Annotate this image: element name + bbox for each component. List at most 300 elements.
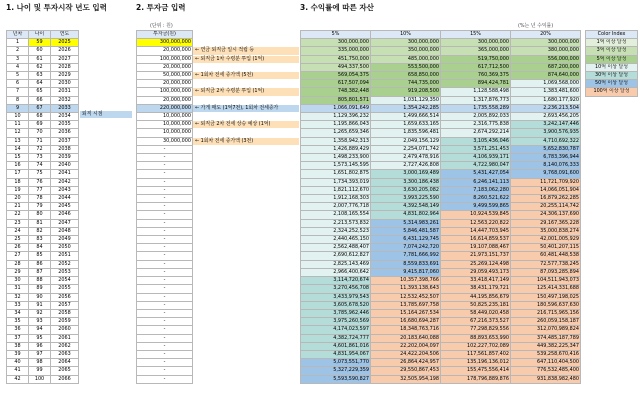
asset-value-cell[interactable]: 29,167,365,228 (511, 219, 581, 227)
age-cell[interactable]: 89 (29, 285, 51, 293)
age-cell[interactable]: 95 (29, 334, 51, 342)
asset-value-cell[interactable]: 117,561,857,402 (441, 350, 511, 358)
asset-value-cell[interactable]: 2,236,213,504 (511, 104, 581, 112)
asset-value-cell[interactable]: 4,710,692,322 (511, 137, 581, 145)
year-no-cell[interactable]: 28 (7, 260, 29, 268)
year-cell[interactable]: 2034 (51, 113, 79, 121)
age-cell[interactable]: 71 (29, 137, 51, 145)
asset-value-cell[interactable]: 5,314,983,261 (371, 219, 441, 227)
asset-value-cell[interactable]: 539,258,670,416 (511, 350, 581, 358)
year-cell[interactable]: 2066 (51, 375, 79, 383)
asset-value-cell[interactable]: 155,475,556,414 (441, 367, 511, 375)
year-no-cell[interactable]: 3 (7, 55, 29, 63)
age-cell[interactable]: 79 (29, 203, 51, 211)
investment-cell[interactable]: - (137, 359, 193, 367)
age-cell[interactable]: 59 (29, 39, 51, 47)
year-cell[interactable]: 2059 (51, 318, 79, 326)
asset-value-cell[interactable]: 1,659,633,165 (371, 121, 441, 129)
asset-value-cell[interactable]: 67,216,373,527 (441, 318, 511, 326)
asset-value-cell[interactable]: 20,183,640,088 (371, 334, 441, 342)
year-no-cell[interactable]: 40 (7, 359, 29, 367)
year-no-cell[interactable]: 26 (7, 244, 29, 252)
age-cell[interactable]: 96 (29, 342, 51, 350)
year-cell[interactable]: 2060 (51, 326, 79, 334)
investment-cell[interactable]: 30,000,000 (137, 137, 193, 145)
year-no-cell[interactable]: 5 (7, 72, 29, 80)
asset-value-cell[interactable]: 18,348,763,716 (371, 326, 441, 334)
asset-value-cell[interactable]: 5,652,830,787 (511, 145, 581, 153)
asset-value-cell[interactable]: 19,107,088,467 (441, 244, 511, 252)
asset-value-cell[interactable]: 8,140,076,333 (511, 162, 581, 170)
asset-value-cell[interactable]: 300,000,000 (301, 39, 371, 47)
asset-value-cell[interactable]: 260,059,158,187 (511, 318, 581, 326)
year-cell[interactable]: 2065 (51, 367, 79, 375)
investment-cell[interactable]: - (137, 227, 193, 235)
year-no-cell[interactable]: 38 (7, 342, 29, 350)
asset-value-cell[interactable]: 3,605,678,520 (301, 301, 371, 309)
asset-value-cell[interactable]: 374,485,187,789 (511, 334, 581, 342)
asset-value-cell[interactable]: 874,640,000 (511, 72, 581, 80)
asset-value-cell[interactable]: 5,593,590,827 (301, 375, 371, 383)
age-cell[interactable]: 75 (29, 170, 51, 178)
age-cell[interactable]: 83 (29, 236, 51, 244)
asset-value-cell[interactable]: 24,422,204,506 (371, 350, 441, 358)
investment-cell[interactable]: - (137, 342, 193, 350)
asset-value-cell[interactable]: 1,317,876,773 (441, 96, 511, 104)
age-cell[interactable]: 91 (29, 301, 51, 309)
year-cell[interactable]: 2035 (51, 121, 79, 129)
asset-value-cell[interactable]: 87,093,285,894 (511, 268, 581, 276)
investment-cell[interactable]: 220,000,000 (137, 104, 193, 112)
asset-value-cell[interactable]: 4,382,724,777 (301, 334, 371, 342)
year-no-cell[interactable]: 23 (7, 219, 29, 227)
year-cell[interactable]: 2057 (51, 301, 79, 309)
asset-value-cell[interactable]: 32,505,954,198 (371, 375, 441, 383)
age-cell[interactable]: 64 (29, 80, 51, 88)
asset-value-cell[interactable]: 1,426,889,429 (301, 145, 371, 153)
asset-value-cell[interactable]: 150,497,198,025 (511, 293, 581, 301)
asset-value-cell[interactable]: 12,563,220,822 (441, 219, 511, 227)
year-cell[interactable]: 2052 (51, 260, 79, 268)
age-cell[interactable]: 69 (29, 121, 51, 129)
asset-value-cell[interactable]: 687,200,000 (511, 63, 581, 71)
investment-cell[interactable]: 20,000,000 (137, 80, 193, 88)
investment-cell[interactable]: - (137, 195, 193, 203)
investment-cell[interactable]: - (137, 277, 193, 285)
asset-value-cell[interactable]: 3,114,720,674 (301, 277, 371, 285)
asset-value-cell[interactable]: 125,414,331,688 (511, 285, 581, 293)
investment-cell[interactable]: - (137, 178, 193, 186)
asset-value-cell[interactable]: 1,734,393,019 (301, 178, 371, 186)
asset-value-cell[interactable]: 60,481,448,538 (511, 252, 581, 260)
investment-cell[interactable]: - (137, 293, 193, 301)
asset-value-cell[interactable]: 77,298,829,556 (441, 326, 511, 334)
asset-value-cell[interactable]: 776,532,485,400 (511, 367, 581, 375)
asset-value-cell[interactable]: 26,864,424,957 (371, 359, 441, 367)
year-no-cell[interactable]: 37 (7, 334, 29, 342)
asset-value-cell[interactable]: 1,031,129,350 (371, 96, 441, 104)
asset-value-cell[interactable]: 3,785,962,446 (301, 309, 371, 317)
asset-value-cell[interactable]: 72,577,738,245 (511, 260, 581, 268)
asset-value-cell[interactable]: 1,069,568,000 (511, 80, 581, 88)
year-cell[interactable]: 2031 (51, 88, 79, 96)
age-cell[interactable]: 88 (29, 277, 51, 285)
asset-value-cell[interactable]: 7,781,666,992 (371, 252, 441, 260)
year-no-cell[interactable]: 2 (7, 47, 29, 55)
year-no-cell[interactable]: 15 (7, 154, 29, 162)
asset-value-cell[interactable]: 29,550,867,453 (371, 367, 441, 375)
asset-value-cell[interactable]: 2,213,573,832 (301, 219, 371, 227)
age-cell[interactable]: 74 (29, 162, 51, 170)
investment-cell[interactable]: 20,000,000 (137, 47, 193, 55)
age-cell[interactable]: 100 (29, 375, 51, 383)
year-cell[interactable]: 2032 (51, 96, 79, 104)
year-cell[interactable]: 2055 (51, 285, 79, 293)
year-cell[interactable]: 2026 (51, 47, 79, 55)
investment-cell[interactable]: - (137, 301, 193, 309)
asset-value-cell[interactable]: 25,269,124,498 (441, 260, 511, 268)
year-cell[interactable]: 2058 (51, 309, 79, 317)
asset-value-cell[interactable]: 3,433,979,543 (301, 293, 371, 301)
investment-cell[interactable]: 10,000,000 (137, 113, 193, 121)
asset-value-cell[interactable]: 50,401,207,115 (511, 244, 581, 252)
asset-value-cell[interactable]: 617,712,500 (441, 63, 511, 71)
asset-value-cell[interactable]: 3,300,186,438 (371, 178, 441, 186)
year-no-cell[interactable]: 34 (7, 309, 29, 317)
year-no-cell[interactable]: 27 (7, 252, 29, 260)
asset-value-cell[interactable]: 3,975,260,569 (301, 318, 371, 326)
asset-value-cell[interactable]: 1,821,112,670 (301, 186, 371, 194)
asset-value-cell[interactable]: 312,070,989,824 (511, 326, 581, 334)
age-cell[interactable]: 76 (29, 178, 51, 186)
age-cell[interactable]: 94 (29, 326, 51, 334)
age-cell[interactable]: 92 (29, 309, 51, 317)
asset-value-cell[interactable]: 3,630,205,082 (371, 186, 441, 194)
year-cell[interactable]: 2062 (51, 342, 79, 350)
asset-value-cell[interactable]: 4,831,802,964 (371, 211, 441, 219)
investment-cell[interactable]: 20,000,000 (137, 96, 193, 104)
investment-cell[interactable]: - (137, 170, 193, 178)
asset-value-cell[interactable]: 4,106,939,171 (441, 154, 511, 162)
asset-value-cell[interactable]: 16,879,262,285 (511, 195, 581, 203)
asset-value-cell[interactable]: 2,690,612,827 (301, 252, 371, 260)
investment-cell[interactable]: - (137, 186, 193, 194)
age-cell[interactable]: 93 (29, 318, 51, 326)
asset-value-cell[interactable]: 3,105,436,046 (441, 137, 511, 145)
asset-value-cell[interactable]: 647,110,404,500 (511, 359, 581, 367)
year-no-cell[interactable]: 13 (7, 137, 29, 145)
asset-value-cell[interactable]: 748,382,448 (301, 88, 371, 96)
investment-cell[interactable]: - (137, 162, 193, 170)
asset-value-cell[interactable]: 104,511,943,073 (511, 277, 581, 285)
asset-value-cell[interactable]: 380,000,000 (511, 47, 581, 55)
asset-value-cell[interactable]: 3,571,251,453 (441, 145, 511, 153)
asset-value-cell[interactable]: 931,838,982,480 (511, 375, 581, 383)
investment-cell[interactable]: - (137, 236, 193, 244)
asset-value-cell[interactable]: 485,000,000 (371, 55, 441, 63)
year-cell[interactable]: 2029 (51, 72, 79, 80)
year-no-cell[interactable]: 25 (7, 236, 29, 244)
investment-cell[interactable]: - (137, 252, 193, 260)
asset-value-cell[interactable]: 1,358,942,313 (301, 137, 371, 145)
year-no-cell[interactable]: 4 (7, 63, 29, 71)
asset-value-cell[interactable]: 4,722,980,047 (441, 162, 511, 170)
age-cell[interactable]: 97 (29, 350, 51, 358)
year-cell[interactable]: 2037 (51, 137, 79, 145)
age-cell[interactable]: 81 (29, 219, 51, 227)
asset-value-cell[interactable]: 9,768,091,600 (511, 170, 581, 178)
asset-value-cell[interactable]: 2,108,165,554 (301, 211, 371, 219)
asset-value-cell[interactable]: 29,059,493,173 (441, 268, 511, 276)
asset-value-cell[interactable]: 58,449,020,458 (441, 309, 511, 317)
asset-value-cell[interactable]: 14,066,051,904 (511, 186, 581, 194)
year-cell[interactable]: 2049 (51, 236, 79, 244)
year-no-cell[interactable]: 9 (7, 104, 29, 112)
year-no-cell[interactable]: 24 (7, 227, 29, 235)
asset-value-cell[interactable]: 20,255,114,742 (511, 203, 581, 211)
asset-value-cell[interactable]: 9,499,599,865 (441, 203, 511, 211)
age-cell[interactable]: 78 (29, 195, 51, 203)
asset-value-cell[interactable]: 2,049,156,129 (371, 137, 441, 145)
asset-value-cell[interactable]: 335,000,000 (301, 47, 371, 55)
investment-cell[interactable]: - (137, 154, 193, 162)
age-cell[interactable]: 66 (29, 96, 51, 104)
investment-cell[interactable]: - (137, 203, 193, 211)
year-no-cell[interactable]: 14 (7, 145, 29, 153)
asset-value-cell[interactable]: 3,242,147,446 (511, 121, 581, 129)
year-cell[interactable]: 2048 (51, 227, 79, 235)
asset-value-cell[interactable]: 3,993,225,590 (371, 195, 441, 203)
asset-value-cell[interactable]: 11,721,709,920 (511, 178, 581, 186)
asset-value-cell[interactable]: 658,850,000 (371, 72, 441, 80)
year-cell[interactable]: 2044 (51, 195, 79, 203)
year-no-cell[interactable]: 7 (7, 88, 29, 96)
asset-value-cell[interactable]: 3,900,576,935 (511, 129, 581, 137)
year-cell[interactable]: 2030 (51, 80, 79, 88)
asset-value-cell[interactable]: 5,431,427,054 (441, 170, 511, 178)
asset-value-cell[interactable]: 9,415,817,060 (371, 268, 441, 276)
asset-value-cell[interactable]: 1,835,596,481 (371, 129, 441, 137)
year-no-cell[interactable]: 32 (7, 293, 29, 301)
asset-value-cell[interactable]: 300,000,000 (371, 39, 441, 47)
asset-value-cell[interactable]: 3,270,456,708 (301, 285, 371, 293)
asset-value-cell[interactable]: 178,796,889,876 (441, 375, 511, 383)
asset-value-cell[interactable]: 8,559,833,691 (371, 260, 441, 268)
asset-value-cell[interactable]: 35,000,838,274 (511, 227, 581, 235)
age-cell[interactable]: 68 (29, 113, 51, 121)
age-cell[interactable]: 87 (29, 268, 51, 276)
investment-cell[interactable]: 300,000,000 (137, 39, 193, 47)
age-cell[interactable]: 67 (29, 104, 51, 112)
asset-value-cell[interactable]: 10,924,539,845 (441, 211, 511, 219)
asset-value-cell[interactable]: 1,735,558,289 (441, 104, 511, 112)
age-cell[interactable]: 62 (29, 63, 51, 71)
investment-cell[interactable]: - (137, 268, 193, 276)
year-no-cell[interactable]: 41 (7, 367, 29, 375)
year-cell[interactable]: 2051 (51, 252, 79, 260)
asset-value-cell[interactable]: 451,750,000 (301, 55, 371, 63)
age-cell[interactable]: 72 (29, 145, 51, 153)
asset-value-cell[interactable]: 2,440,465,150 (301, 236, 371, 244)
asset-value-cell[interactable]: 919,208,500 (371, 88, 441, 96)
year-cell[interactable]: 2045 (51, 203, 79, 211)
asset-value-cell[interactable]: 1,498,233,900 (301, 154, 371, 162)
investment-cell[interactable]: - (137, 244, 193, 252)
investment-cell[interactable]: - (137, 350, 193, 358)
year-cell[interactable]: 2036 (51, 129, 79, 137)
asset-value-cell[interactable]: 102,227,702,089 (441, 342, 511, 350)
year-no-cell[interactable]: 36 (7, 326, 29, 334)
asset-value-cell[interactable]: 10,357,398,766 (371, 277, 441, 285)
asset-value-cell[interactable]: 1,680,177,920 (511, 96, 581, 104)
year-cell[interactable]: 2053 (51, 268, 79, 276)
investment-cell[interactable]: 100,000,000 (137, 88, 193, 96)
age-cell[interactable]: 80 (29, 211, 51, 219)
year-no-cell[interactable]: 35 (7, 318, 29, 326)
year-cell[interactable]: 2050 (51, 244, 79, 252)
age-cell[interactable]: 77 (29, 186, 51, 194)
age-cell[interactable]: 60 (29, 47, 51, 55)
asset-value-cell[interactable]: 1,651,802,875 (301, 170, 371, 178)
asset-value-cell[interactable]: 15,164,267,534 (371, 309, 441, 317)
asset-value-cell[interactable]: 4,601,861,016 (301, 342, 371, 350)
asset-value-cell[interactable]: 894,424,781 (441, 80, 511, 88)
asset-value-cell[interactable]: 4,392,548,149 (371, 203, 441, 211)
age-cell[interactable]: 63 (29, 72, 51, 80)
year-no-cell[interactable]: 16 (7, 162, 29, 170)
investment-cell[interactable]: - (137, 309, 193, 317)
asset-value-cell[interactable]: 2,324,252,523 (301, 227, 371, 235)
year-cell[interactable]: 2064 (51, 359, 79, 367)
age-cell[interactable]: 73 (29, 154, 51, 162)
asset-value-cell[interactable]: 38,431,179,721 (441, 285, 511, 293)
investment-cell[interactable]: 50,000,000 (137, 72, 193, 80)
year-no-cell[interactable]: 31 (7, 285, 29, 293)
year-cell[interactable]: 2056 (51, 293, 79, 301)
asset-value-cell[interactable]: 6,783,396,944 (511, 154, 581, 162)
asset-value-cell[interactable]: 11,393,138,643 (371, 285, 441, 293)
asset-value-cell[interactable]: 744,735,000 (371, 80, 441, 88)
asset-value-cell[interactable]: 5,073,551,770 (301, 359, 371, 367)
investment-cell[interactable]: 20,000,000 (137, 63, 193, 71)
year-no-cell[interactable]: 33 (7, 301, 29, 309)
year-no-cell[interactable]: 18 (7, 178, 29, 186)
year-cell[interactable]: 2042 (51, 178, 79, 186)
year-no-cell[interactable]: 19 (7, 186, 29, 194)
investment-cell[interactable]: - (137, 285, 193, 293)
asset-value-cell[interactable]: 13,785,697,758 (371, 301, 441, 309)
asset-value-cell[interactable]: 365,000,000 (441, 47, 511, 55)
asset-value-cell[interactable]: 216,715,965,156 (511, 309, 581, 317)
asset-value-cell[interactable]: 569,054,375 (301, 72, 371, 80)
asset-value-cell[interactable]: 21,973,151,737 (441, 252, 511, 260)
asset-value-cell[interactable]: 2,479,478,916 (371, 154, 441, 162)
year-no-cell[interactable]: 10 (7, 113, 29, 121)
age-cell[interactable]: 65 (29, 88, 51, 96)
investment-cell[interactable]: 100,000,000 (137, 55, 193, 63)
year-cell[interactable]: 2041 (51, 170, 79, 178)
asset-value-cell[interactable]: 2,007,776,718 (301, 203, 371, 211)
asset-value-cell[interactable]: 1,354,242,285 (371, 104, 441, 112)
asset-value-cell[interactable]: 300,000,000 (511, 39, 581, 47)
year-cell[interactable]: 2054 (51, 277, 79, 285)
asset-value-cell[interactable]: 44,195,856,679 (441, 293, 511, 301)
age-cell[interactable]: 82 (29, 227, 51, 235)
year-no-cell[interactable]: 42 (7, 375, 29, 383)
year-cell[interactable]: 2043 (51, 186, 79, 194)
age-cell[interactable]: 70 (29, 129, 51, 137)
asset-value-cell[interactable]: 22,202,004,097 (371, 342, 441, 350)
investment-cell[interactable]: - (137, 318, 193, 326)
asset-value-cell[interactable]: 556,000,000 (511, 55, 581, 63)
asset-value-cell[interactable]: 350,000,000 (371, 47, 441, 55)
asset-value-cell[interactable]: 8,260,521,622 (441, 195, 511, 203)
year-cell[interactable]: 2039 (51, 154, 79, 162)
age-cell[interactable]: 90 (29, 293, 51, 301)
year-no-cell[interactable]: 20 (7, 195, 29, 203)
year-cell[interactable]: 2033 (51, 104, 79, 112)
year-no-cell[interactable]: 1 (7, 39, 29, 47)
asset-value-cell[interactable]: 2,825,143,469 (301, 260, 371, 268)
year-cell[interactable]: 2063 (51, 350, 79, 358)
age-cell[interactable]: 86 (29, 260, 51, 268)
asset-value-cell[interactable]: 4,831,954,067 (301, 350, 371, 358)
asset-value-cell[interactable]: 16,614,859,537 (441, 236, 511, 244)
asset-value-cell[interactable]: 7,074,242,720 (371, 244, 441, 252)
investment-cell[interactable]: - (137, 375, 193, 383)
asset-value-cell[interactable]: 494,337,500 (301, 63, 371, 71)
investment-cell[interactable]: - (137, 326, 193, 334)
asset-value-cell[interactable]: 2,562,488,407 (301, 244, 371, 252)
year-no-cell[interactable]: 22 (7, 211, 29, 219)
year-no-cell[interactable]: 29 (7, 268, 29, 276)
asset-value-cell[interactable]: 3,000,169,489 (371, 170, 441, 178)
year-cell[interactable]: 2046 (51, 211, 79, 219)
asset-value-cell[interactable]: 300,000,000 (441, 39, 511, 47)
age-cell[interactable]: 98 (29, 359, 51, 367)
asset-value-cell[interactable]: 1,912,168,303 (301, 195, 371, 203)
asset-value-cell[interactable]: 1,573,145,595 (301, 162, 371, 170)
investment-cell[interactable]: 10,000,000 (137, 121, 193, 129)
investment-cell[interactable]: 10,000,000 (137, 129, 193, 137)
asset-value-cell[interactable]: 6,246,141,113 (441, 178, 511, 186)
asset-value-cell[interactable]: 14,447,703,945 (441, 227, 511, 235)
investment-cell[interactable]: - (137, 145, 193, 153)
investment-cell[interactable]: - (137, 367, 193, 375)
asset-value-cell[interactable]: 50,825,235,181 (441, 301, 511, 309)
asset-value-cell[interactable]: 2,005,892,033 (441, 113, 511, 121)
investment-cell[interactable]: - (137, 334, 193, 342)
asset-value-cell[interactable]: 180,596,637,630 (511, 301, 581, 309)
asset-value-cell[interactable]: 135,196,136,012 (441, 359, 511, 367)
investment-cell[interactable]: - (137, 211, 193, 219)
asset-value-cell[interactable]: 1,195,866,043 (301, 121, 371, 129)
asset-value-cell[interactable]: 5,327,229,359 (301, 367, 371, 375)
year-cell[interactable]: 2047 (51, 219, 79, 227)
asset-value-cell[interactable]: 1,066,091,649 (301, 104, 371, 112)
year-no-cell[interactable]: 12 (7, 129, 29, 137)
age-cell[interactable]: 99 (29, 367, 51, 375)
year-cell[interactable]: 2028 (51, 63, 79, 71)
year-no-cell[interactable]: 30 (7, 277, 29, 285)
asset-value-cell[interactable]: 12,532,452,507 (371, 293, 441, 301)
year-cell[interactable]: 2027 (51, 55, 79, 63)
asset-value-cell[interactable]: 2,693,456,205 (511, 113, 581, 121)
year-cell[interactable]: 2025 (51, 39, 79, 47)
asset-value-cell[interactable]: 2,316,775,838 (441, 121, 511, 129)
year-no-cell[interactable]: 11 (7, 121, 29, 129)
asset-value-cell[interactable]: 1,128,588,498 (441, 88, 511, 96)
